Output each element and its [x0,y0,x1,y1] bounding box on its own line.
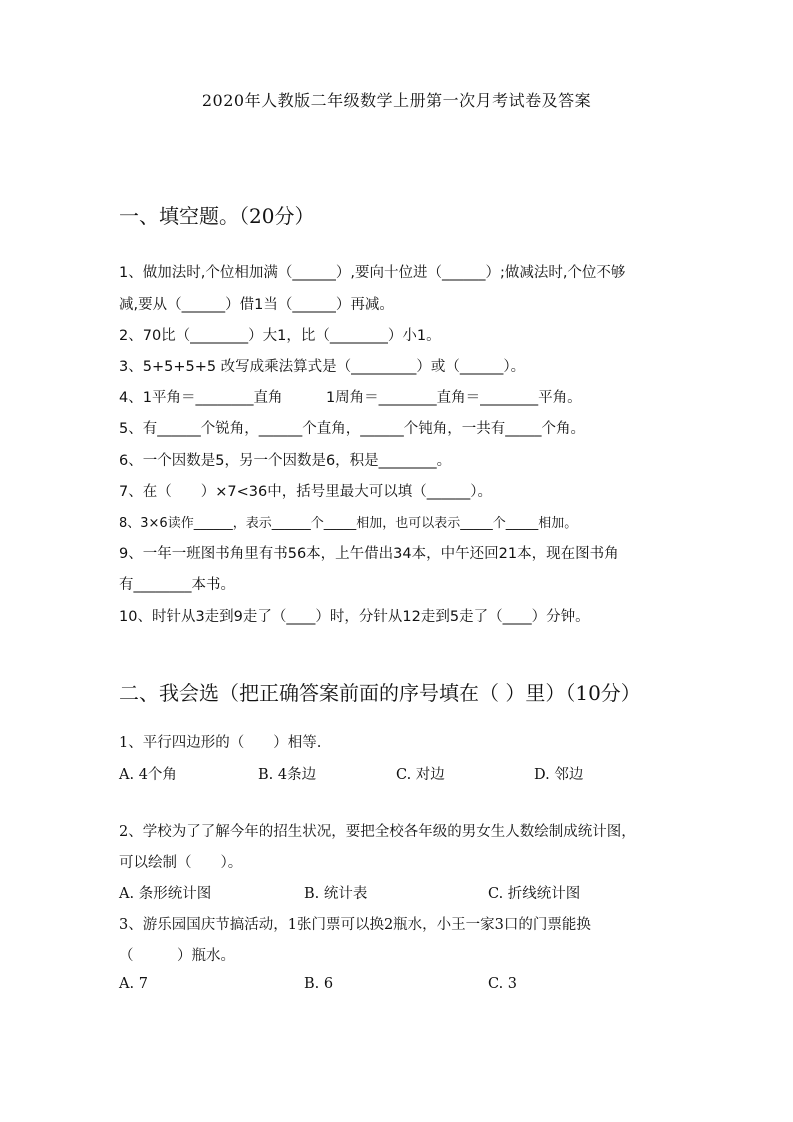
question-line: 7、在（ ）×7<36中，括号里最大可以填（______）。 [119,484,492,500]
option-a: A. 条形统计图 [119,886,212,902]
option-c: C. 对边 [396,767,445,783]
option-d: D. 邻边 [534,767,584,783]
question-stem: 可以绘制（ ）。 [119,855,243,871]
question-line: 4、1平角＝________直角 1周角＝________直角＝________平角。 [119,390,582,406]
question-line: 9、一年一班图书角里有书56本，上午借出34本，中午还回21本，现在图书角 [119,546,619,562]
question-line: 10、时针从3走到9走了（____）时，分针从12走到5走了（____）分钟。 [119,609,590,625]
section1-heading: 一、填空题。（20分） [119,204,315,228]
option-c: C. 折线统计图 [488,886,581,902]
question-line: 5、有______个锐角，______个直角，______个钝角，一共有_____个角。 [119,421,585,437]
option-a: A. 4个角 [119,767,177,783]
question-stem: 3、游乐园国庆节搞活动，1张门票可以换2瓶水，小王一家3口的门票能换 [119,917,591,933]
question-line: 3、5+5+5+5 改写成乘法算式是（_________）或（______）。 [119,359,526,375]
option-c: C. 3 [488,976,518,992]
option-b: B. 6 [304,976,334,992]
question-line: 1、做加法时,个位相加满（______）,要向十位进（______）;做减法时,个位不够 [119,265,626,281]
question-line: 2、70比（________）大1，比（________）小1。 [119,328,441,344]
question-stem: 2、学校为了了解今年的招生状况，要把全校各年级的男女生人数绘制成统计图， [119,824,636,840]
question-line: 8、3×6读作______，表示______个_____相加，也可以表示_____个_____相加。 [119,516,578,531]
question-line: 有________本书。 [119,577,235,593]
question-line: 6、一个因数是5，另一个因数是6，积是________。 [119,453,452,469]
option-a: A. 7 [119,976,148,992]
question-stem: 1、平行四边形的（ ）相等. [119,735,322,751]
section2-heading: 二、我会选（把正确答案前面的序号填在（ ）里）（10分） [119,681,641,705]
question-line: 减,要从（______）借1当（______）再减。 [119,297,394,313]
option-b: B. 统计表 [304,886,368,902]
page-title: 2020年人教版二年级数学上册第一次月考试卷及答案 [201,91,592,110]
option-b: B. 4条边 [258,767,317,783]
question-stem: （ ）瓶水。 [119,948,235,964]
